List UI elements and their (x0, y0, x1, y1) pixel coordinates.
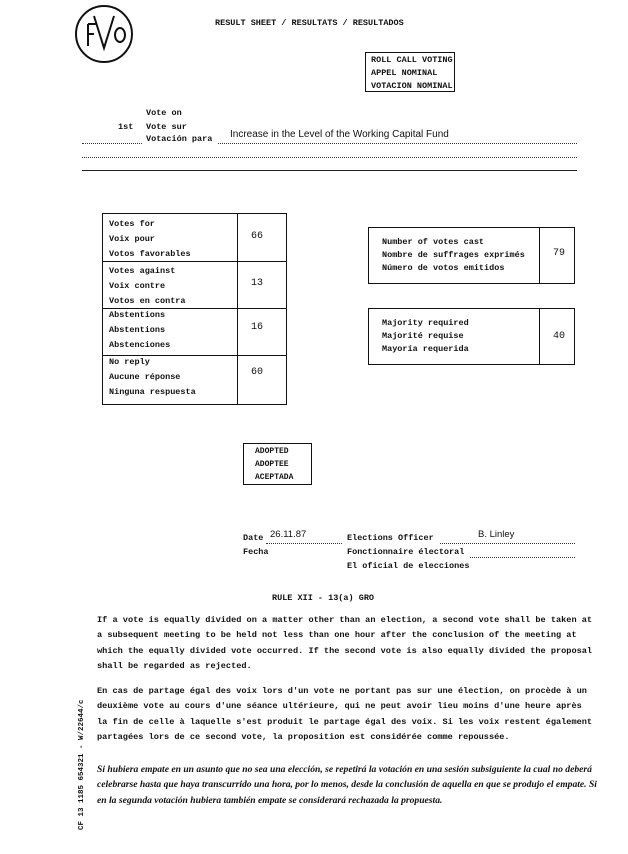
rule-text-fr: En cas de partage égal des voix lors d'un vote ne portant pas sur une élection, on procède à un deuxième vote au cours d'une séance ultérieure, qui ne peut avoir lieu moins d'une heure après la fin de celle à laquelle s'est produit le partage égal des voix. Si les voix restent également partagées lors de ce second vote, la proposition est considérée comme repoussée. (97, 686, 593, 742)
majority-box: Majority required Majorité requise Mayoría requerida 40 (368, 308, 575, 365)
votacion-para-label: Votación para (146, 134, 213, 144)
abstentions-value: 16 (251, 322, 264, 333)
fecha-label: Fecha (243, 547, 269, 557)
officer-label-fr: Fonctionnaire électoral (347, 547, 465, 557)
votes-against-value: 13 (251, 278, 264, 289)
dotted-leader (82, 143, 142, 144)
results-row-for: Votes for Voix pour Votos favorables 66 (103, 214, 286, 262)
dotted-line (82, 157, 577, 158)
officer-label-es: El oficial de elecciones (347, 561, 470, 571)
voting-type-en: ROLL CALL VOTING (371, 55, 453, 65)
votes-cast-value: 79 (553, 248, 566, 259)
fao-logo-icon (74, 4, 134, 64)
vote-ordinal: 1st (118, 122, 134, 132)
rule-text-es: Si hubiera empate en un asunto que no sea una elección, se repetirá la votación en una sesión subsiguiente la cual no deberá celebrarse hasta que haya transcurrido una hora, por lo menos, desde la conclusión de aquella en que se produjo el empate. Si en la segunda votación hubiera también empate se considerará rechazada la propuesta. (97, 764, 597, 806)
results-table (102, 213, 287, 405)
outcome-box: ADOPTED ADOPTEE ACEPTADA (243, 443, 312, 485)
document-code: CF 13 1185 654321 - W/22644/c (78, 699, 86, 830)
divider (82, 170, 577, 171)
votes-for-value: 66 (251, 231, 264, 242)
subject-dotted-line (218, 143, 577, 144)
voting-type-box (365, 52, 455, 92)
page-title: RESULT SHEET / RESULTATS / RESULTADOS (215, 18, 404, 28)
vote-subject: Increase in the Level of the Working Capital Fund (230, 129, 449, 140)
date-label: Date (243, 533, 264, 543)
voting-type-fr: APPEL NOMINAL (371, 68, 438, 78)
date-value: 26.11.87 (270, 529, 307, 540)
officer-fr-dotted-line (470, 557, 575, 558)
results-row-no-reply: No reply Aucune réponse Ninguna respuesta 60 (109, 357, 264, 397)
rule-heading: RULE XII - 13(a) GRO (272, 593, 375, 603)
vote-sur-label: Vote sur (146, 122, 187, 132)
results-row-against: Votes against Voix contre Votos en contra 13 (103, 261, 286, 309)
votes-cast-box: Number of votes cast Nombre de suffrages exprimés Número de votos emitidos 79 (368, 227, 575, 284)
results-row-abstentions: Abstentions Abstentions Abstenciones 16 (103, 308, 286, 356)
vote-on-label: Vote on (146, 108, 182, 118)
officer-label: Elections Officer (347, 533, 434, 543)
voting-type-es: VOTACION NOMINAL (371, 81, 453, 91)
rule-text-en: If a vote is equally divided on a matter other than an election, a second vote shall be taken at a subsequent meeting to be held not less than one hour after the conclusion of the meeting at which the equally divided vote occurred. If the second vote is also equally divided the proposal shall be regarded as rejected. (97, 615, 593, 671)
no-reply-value: 60 (251, 367, 264, 378)
date-dotted-line (266, 543, 342, 544)
majority-value: 40 (553, 331, 566, 342)
officer-dotted-line (440, 543, 575, 544)
officer-value: B. Linley (478, 529, 515, 540)
